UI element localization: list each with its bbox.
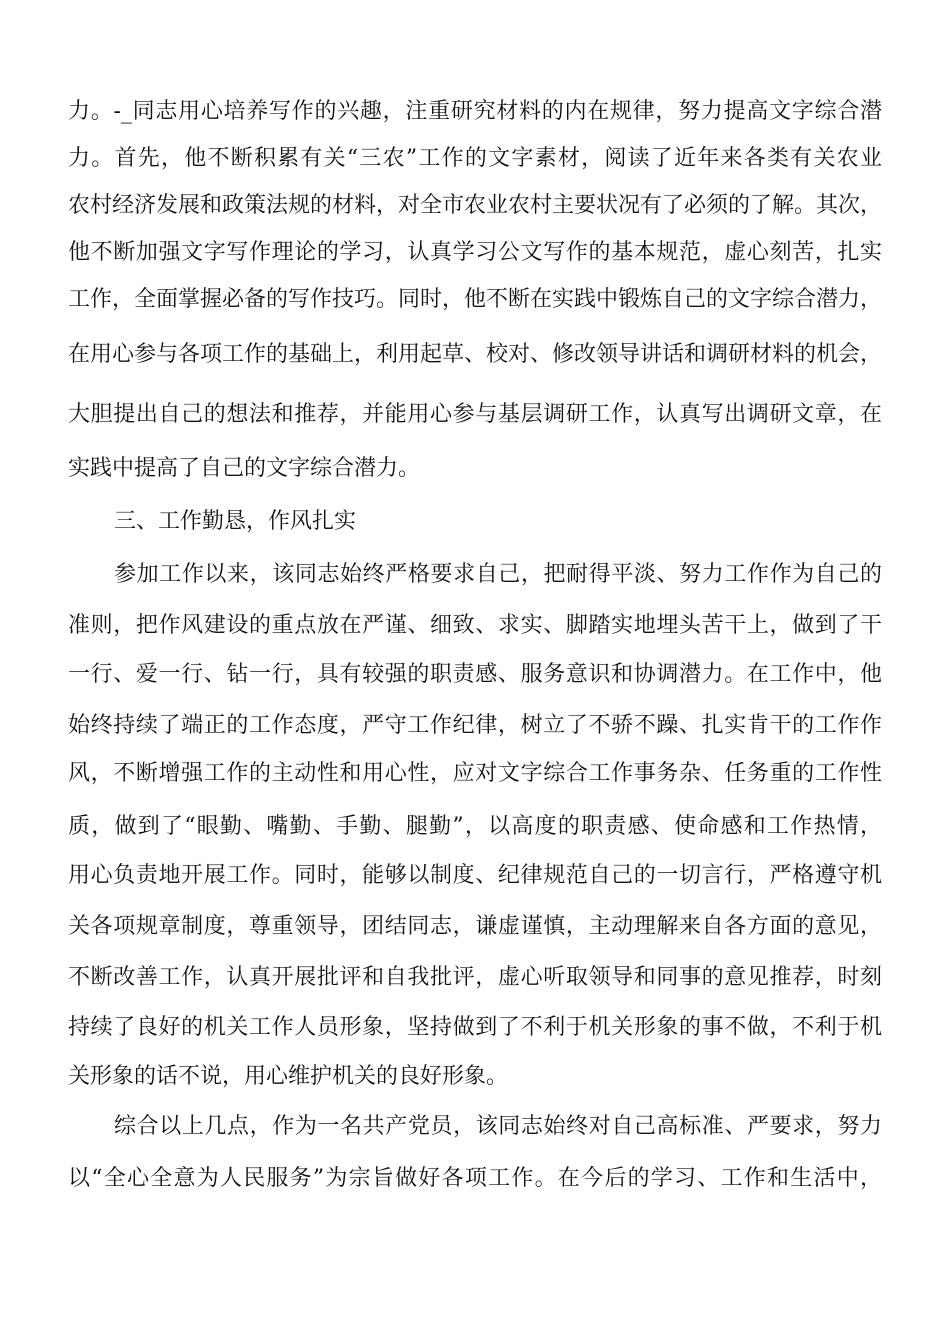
text-line: 以“全心全意为人民服务”为宗旨做好各项工作。在今后的学习、工作和生活中， bbox=[68, 1166, 882, 1191]
text-line: 综合以上几点，作为一名共产党员，该同志始终对自己高标准、严要求，努力 bbox=[114, 1114, 882, 1139]
text-line: 力。首先，他不断积累有关“三农”工作的文字素材，阅读了近年来各类有关农业 bbox=[68, 146, 882, 171]
text-line: 用心负责地开展工作。同时，能够以制度、纪律规范自己的一切言行，严格遵守机 bbox=[68, 863, 882, 888]
text-line: 工作，全面掌握必备的写作技巧。同时，他不断在实践中锻炼自己的文字综合潜力， bbox=[68, 287, 883, 312]
text-line: 一行、爱一行、钻一行，具有较强的职责感、服务意识和协调潜力。在工作中，他 bbox=[68, 662, 882, 687]
text-line: 他不断加强文字写作理论的学习，认真学习公文写作的基本规范，虚心刻苦，扎实 bbox=[68, 240, 882, 265]
text-line: 质，做到了“眼勤、嘴勤、手勤、腿勤”，以高度的职责感、使命感和工作热情， bbox=[68, 814, 882, 839]
section-heading: 三、工作勤恳，作风扎实 bbox=[114, 509, 357, 534]
text-line: 实践中提高了自己的文字综合潜力。 bbox=[68, 456, 421, 481]
text-line: 关各项规章制度，尊重领导，团结同志，谦虚谨慎，主动理解来自各方面的意见， bbox=[68, 914, 882, 939]
text-line: 农村经济发展和政策法规的材料，对全市农业农村主要状况有了必须的了解。其次， bbox=[68, 193, 883, 218]
text-line: 力。-_同志用心培养写作的兴趣，注重研究材料的内在规律，努力提高文字综合潜 bbox=[68, 99, 882, 124]
text-line: 关形象的话不说，用心维护机关的良好形象。 bbox=[68, 1064, 509, 1089]
text-line: 参加工作以来，该同志始终严格要求自己，把耐得平淡、努力工作作为自己的 bbox=[114, 562, 882, 587]
text-line: 在用心参与各项工作的基础上，利用起草、校对、修改领导讲话和调研材料的机会， bbox=[68, 342, 883, 367]
text-line: 始终持续了端正的工作态度，严守工作纪律，树立了不骄不躁、扎实肯干的工作作 bbox=[68, 713, 882, 738]
text-line: 风，不断增强工作的主动性和用心性，应对文字综合工作事务杂、任务重的工作性 bbox=[68, 761, 882, 786]
text-line: 大胆提出自己的想法和推荐，并能用心参与基层调研工作，认真写出调研文章，在 bbox=[68, 402, 882, 427]
text-line: 准则，把作风建设的重点放在严谨、细致、求实、脚踏实地埋头苦干上，做到了干 bbox=[68, 613, 882, 638]
text-line: 持续了良好的机关工作人员形象，坚持做到了不利于机关形象的事不做，不利于机 bbox=[68, 1015, 882, 1040]
text-line: 不断改善工作，认真开展批评和自我批评，虚心听取领导和同事的意见推荐，时刻 bbox=[68, 965, 882, 990]
